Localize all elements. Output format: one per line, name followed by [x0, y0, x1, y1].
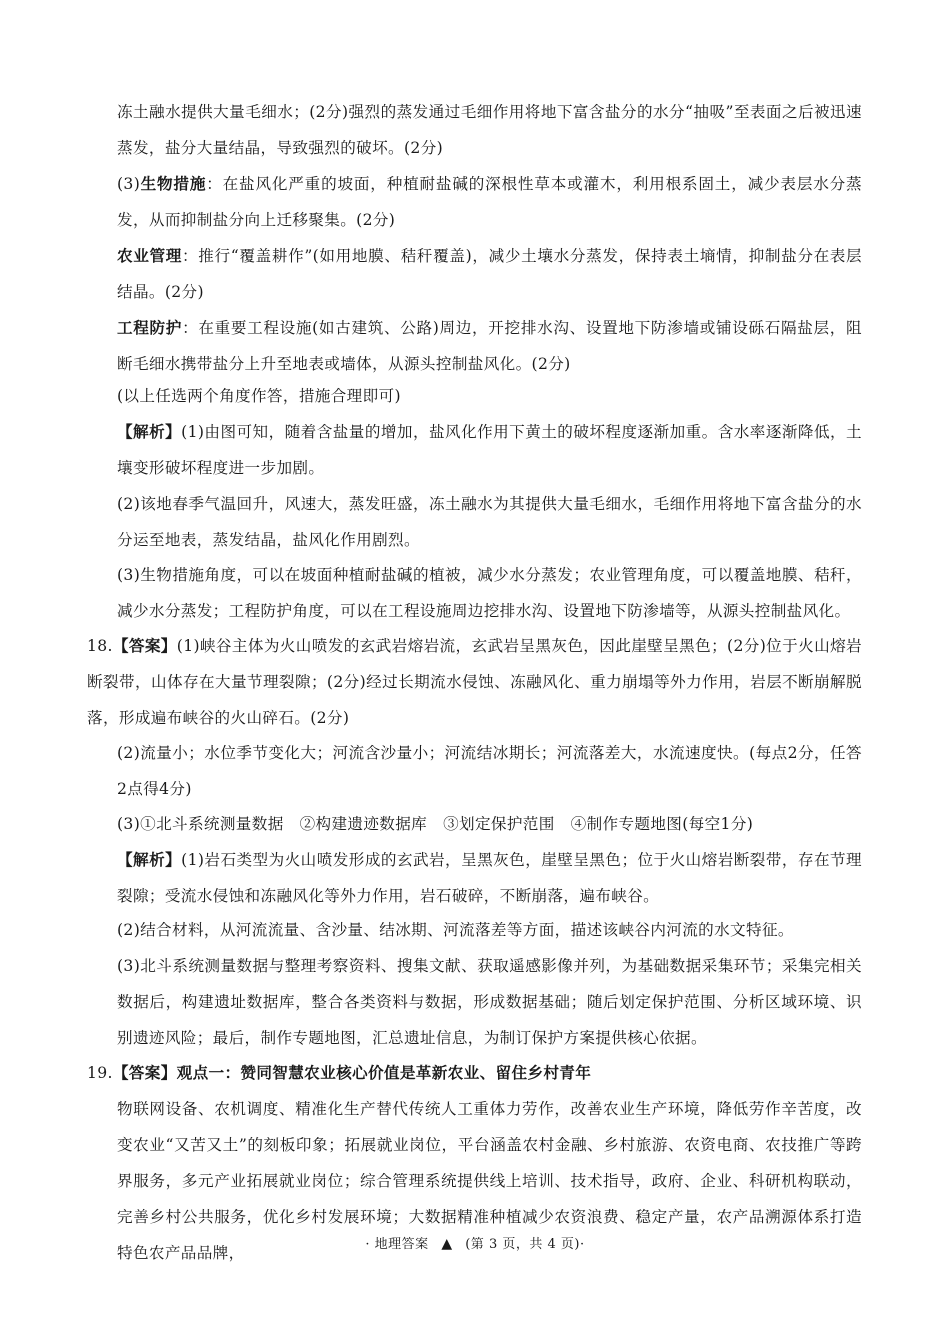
bold-text: 工程防护 [117, 318, 183, 337]
paragraph [117, 238, 862, 310]
text: ：在盐风化严重的坡面，种植耐盐碱的深根性草本或灌木，利用根系固土，减少表层水分蒸发，从而抑制盐分向上迁移聚集。(2分) [117, 175, 862, 229]
bold-text: 【解析】 [117, 850, 182, 869]
paragraph [117, 310, 862, 382]
text: (2)流量小；水位季节变化大；河流含沙量小；河流结冰期长；河流落差大，水流速度快。(每点2分，任答2点得4分) [117, 744, 862, 798]
text: (1)峡谷主体为火山喷发的玄武岩熔岩流，玄武岩呈黑灰色，因此崖壁呈黑色；(2分)位于火山熔岩断裂带，山体存在大量节理裂隙；(2分)经过长期流水侵蚀、冻融风化、重力崩塌等外力作用，岩层不断崩解脱落，形成遍布峡谷的火山碎石。(2分) [87, 637, 862, 727]
paragraph [117, 912, 862, 948]
bold-text: 农业管理 [117, 246, 182, 265]
text: (1)由图可知，随着含盐量的增加，盐风化作用下黄土的破坏程度逐渐加重。含水率逐渐降低，土壤变形破坏程度进一步加剧。 [117, 423, 862, 477]
text: (以上任选两个角度作答，措施合理即可) [117, 387, 401, 405]
paragraph [117, 166, 862, 238]
paragraph [117, 557, 862, 629]
bold-text: 【解析】 [117, 422, 182, 441]
text: 物联网设备、农机调度、精准化生产替代传统人工重体力劳作，改善农业生产环境，降低劳作辛苦度，改变农业“又苦又土”的刻板印象；拓展就业岗位，平台涵盖农村金融、乡村旅游、农资电商、农技推广等跨界服务，多元产业拓展就业岗位；综合管理系统提供线上培训、技术指导，政府、企业、科研机构联动，完善乡村公共服务，优化乡村发展环境；大数据精准种植减少农资浪费、稳定产量，农产品溯源体系打造特色农产品品牌， [117, 1100, 862, 1262]
text: (1)岩石类型为火山喷发形成的玄武岩，呈黑灰色，崖壁呈黑色；位于火山熔岩断裂带，存在节理裂隙；受流水侵蚀和冻融风化等外力作用，岩石破碎，不断崩落，遍布峡谷。 [117, 851, 862, 905]
paragraph [117, 948, 862, 1056]
paragraph [117, 378, 862, 414]
text: (3)①北斗系统测量数据 ②构建遗迹数据库 ③划定保护范围 ④制作专题地图(每空1分) [117, 815, 754, 833]
paragraph [117, 94, 862, 166]
text: (2)结合材料，从河流流量、含沙量、结冰期、河流落差等方面，描述该峡谷内河流的水文特征。 [117, 921, 794, 939]
paragraph [117, 806, 862, 842]
paragraph [117, 486, 862, 558]
bold-text: 【答案】观点一：赞同智慧农业核心价值是革新农业、留住乡村青年 [112, 1063, 592, 1082]
text: 18. [87, 637, 113, 655]
text: (3)北斗系统测量数据与整理考察资料、搜集文献、获取遥感影像并列，为基础数据采集环节；采集完相关数据后，构建遗址数据库，整合各类资料与数据，形成数据基础；随后划定保护范围、分析区域环境、识别遗迹风险；最后，制作专题地图，汇总遗址信息，为制订保护方案提供核心依据。 [117, 957, 862, 1047]
text: ：在重要工程设施(如古建筑、公路)周边，开挖排水沟、设置地下防渗墙或铺设砾石隔盐层，阻断毛细水携带盐分上升至地表或墙体，从源头控制盐风化。(2分) [117, 319, 863, 373]
text: (3) [117, 175, 141, 193]
text: (2)该地春季气温回升，风速大，蒸发旺盛，冻土融水为其提供大量毛细水，毛细作用将地下富含盐分的水分运至地表，蒸发结晶，盐风化作用剧烈。 [117, 495, 862, 549]
paragraph [117, 414, 862, 486]
footer-right: (第 3 页，共 4 页)· [465, 1237, 585, 1252]
triangle-icon: ▲ [441, 1236, 453, 1252]
bold-text: 【答案】 [112, 636, 177, 655]
bold-text: 生物措施 [140, 174, 207, 193]
text: ：推行“覆盖耕作”(如用地膜、秸秆覆盖)，减少土壤水分蒸发，保持表土墒情，抑制盐分在表层结晶。(2分) [117, 247, 863, 301]
text: (3)生物措施角度，可以在坡面种植耐盐碱的植被，减少水分蒸发；农业管理角度，可以覆盖地膜、秸秆，减少水分蒸发；工程防护角度，可以在工程设施周边挖排水沟、设置地下防渗墙等，从源头控制盐风化。 [117, 566, 862, 620]
answer-19 [87, 1055, 862, 1091]
text: 冻土融水提供大量毛细水；(2分)强烈的蒸发通过毛细作用将地下富含盐分的水分“抽吸”至表面之后被迅速蒸发，盐分大量结晶，导致强烈的破坏。(2分) [117, 103, 862, 157]
footer-left: · 地理答案 [365, 1237, 429, 1252]
answer-18 [87, 628, 862, 736]
paragraph [117, 735, 862, 807]
page-footer [0, 1233, 950, 1252]
text: 19. [87, 1064, 113, 1082]
paragraph [117, 842, 862, 914]
